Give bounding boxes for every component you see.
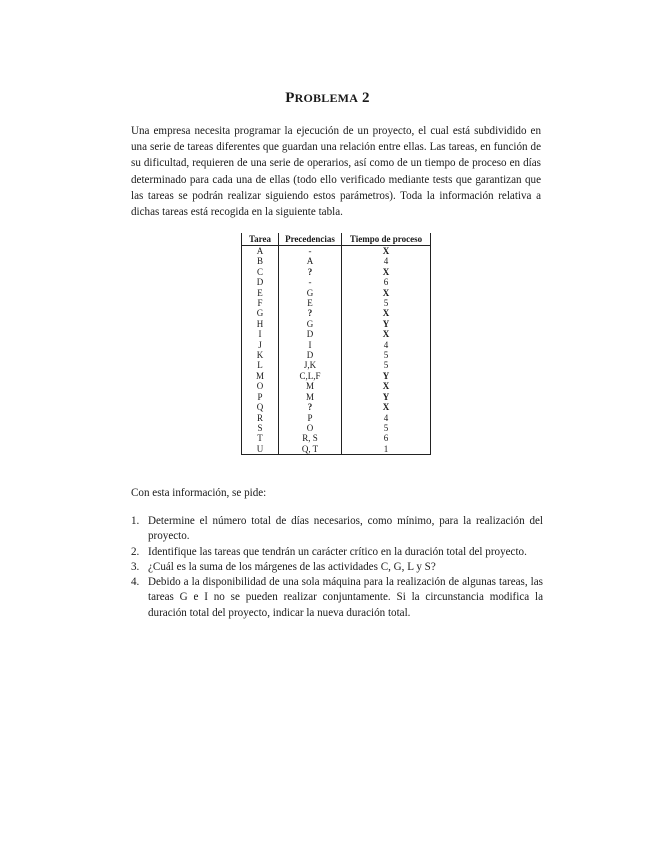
tarea-cell: P	[242, 392, 279, 402]
question-item	[131, 560, 543, 575]
title-number: 2	[362, 90, 370, 106]
table-row	[242, 329, 431, 339]
table-header-row	[242, 233, 431, 246]
tarea-cell: L	[242, 360, 279, 370]
tiempo-cell: 4	[342, 340, 431, 350]
precedencias-cell: D	[279, 350, 342, 360]
tiempo-cell: Y	[342, 319, 431, 329]
precedencias-cell: G	[279, 319, 342, 329]
precedencias-cell: -	[279, 246, 342, 257]
lead-text: Con esta información, se pide:	[131, 487, 267, 499]
precedencias-cell: -	[279, 277, 342, 287]
tarea-cell: G	[242, 308, 279, 318]
tarea-cell: Q	[242, 402, 279, 412]
table-row	[242, 350, 431, 360]
precedencias-cell: D	[279, 329, 342, 339]
tiempo-cell: 5	[342, 298, 431, 308]
precedencias-cell: P	[279, 413, 342, 423]
tiempo-cell: X	[342, 329, 431, 339]
tiempo-cell: 5	[342, 360, 431, 370]
tiempo-cell: 4	[342, 256, 431, 266]
tarea-cell: A	[242, 246, 279, 257]
question-number: 1.	[131, 515, 140, 527]
table-row	[242, 413, 431, 423]
precedencias-cell: M	[279, 392, 342, 402]
precedencias-cell: G	[279, 288, 342, 298]
tiempo-cell: Y	[342, 371, 431, 381]
question-item	[131, 545, 543, 560]
tiempo-cell: 6	[342, 433, 431, 443]
tarea-cell: E	[242, 288, 279, 298]
tiempo-cell: 5	[342, 350, 431, 360]
question-text: Determine el número total de días necesarios, como mínimo, para la realización del proyecto.	[148, 515, 543, 543]
tarea-cell: F	[242, 298, 279, 308]
table-row	[242, 402, 431, 412]
precedencias-cell: ?	[279, 402, 342, 412]
tasks-table	[241, 233, 431, 455]
question-text: Debido a la disponibilidad de una sola máquina para la realización de algunas tareas, las tareas G e I no se pueden realizar conjuntamente. Si la circunstancia modifica la duración total del proyecto, indicar la nueva duración total.	[148, 576, 543, 619]
precedencias-cell: ?	[279, 267, 342, 277]
tarea-cell: J	[242, 340, 279, 350]
precedencias-cell: E	[279, 298, 342, 308]
precedencias-cell: M	[279, 381, 342, 391]
tarea-cell: T	[242, 433, 279, 443]
question-number: 4.	[131, 576, 140, 589]
tiempo-cell: X	[342, 246, 431, 257]
precedencias-cell: ?	[279, 308, 342, 318]
question-item	[131, 514, 543, 545]
precedencias-cell: I	[279, 340, 342, 350]
tiempo-cell: Y	[342, 392, 431, 402]
table-row	[242, 288, 431, 298]
table-row	[242, 256, 431, 266]
table-row	[242, 392, 431, 402]
precedencias-cell: R, S	[279, 433, 342, 443]
tarea-cell: H	[242, 319, 279, 329]
tiempo-cell: X	[342, 308, 431, 318]
precedencias-cell: A	[279, 256, 342, 266]
table-row	[242, 340, 431, 350]
questions-list	[131, 514, 543, 621]
question-number: 3.	[131, 560, 140, 573]
question-item	[131, 575, 543, 621]
title-initial: P	[285, 90, 295, 106]
precedencias-cell: C,L,F	[279, 371, 342, 381]
tarea-cell: C	[242, 267, 279, 277]
header-precedencias: Precedencias	[279, 233, 342, 246]
table-row	[242, 298, 431, 308]
tarea-cell: R	[242, 413, 279, 423]
table-row	[242, 444, 431, 455]
tarea-cell: S	[242, 423, 279, 433]
tiempo-cell: X	[342, 381, 431, 391]
table-row	[242, 381, 431, 391]
tiempo-cell: X	[342, 267, 431, 277]
table-row	[242, 360, 431, 370]
table-row	[242, 308, 431, 318]
table-row	[242, 246, 431, 257]
precedencias-cell: Q, T	[279, 444, 342, 455]
tiempo-cell: 1	[342, 444, 431, 455]
page-title	[0, 90, 655, 107]
tarea-cell: K	[242, 350, 279, 360]
tarea-cell: I	[242, 329, 279, 339]
table-row	[242, 371, 431, 381]
table-row	[242, 319, 431, 329]
tiempo-cell: X	[342, 288, 431, 298]
tarea-cell: M	[242, 371, 279, 381]
tarea-cell: B	[242, 256, 279, 266]
table-row	[242, 267, 431, 277]
table-row	[242, 423, 431, 433]
question-text: Identifique las tareas que tendrán un carácter crítico en la duración total del proyecto.	[148, 545, 527, 558]
table-body	[242, 246, 431, 455]
tarea-cell: U	[242, 444, 279, 455]
intro-paragraph: Una empresa necesita programar la ejecución de un proyecto, el cual está subdividido en una serie de tareas diferentes que guardan una relación entre ellas. Las tareas, en función de su dificultad, requieren de una serie de operarios, así como de un tiempo de proceso en días determinado para cada una de ellas (todo ello verificado mediante tests que garantizan que las tareas se podrán realizar siguiendo estos parámetros). Toda la información relativa a dichas tareas está recogida en la siguiente tabla.	[131, 125, 541, 219]
tiempo-cell: 6	[342, 277, 431, 287]
tiempo-cell: X	[342, 402, 431, 412]
header-tiempo: Tiempo de proceso	[342, 233, 431, 246]
tiempo-cell: 4	[342, 413, 431, 423]
question-text: ¿Cuál es la suma de los márgenes de las actividades C, G, L y S?	[148, 560, 436, 573]
precedencias-cell: O	[279, 423, 342, 433]
table-row	[242, 433, 431, 443]
tarea-cell: O	[242, 381, 279, 391]
table-row	[242, 277, 431, 287]
tiempo-cell: 5	[342, 423, 431, 433]
header-tarea: Tarea	[242, 233, 279, 246]
tarea-cell: D	[242, 277, 279, 287]
question-number: 2.	[131, 545, 140, 558]
precedencias-cell: J,K	[279, 360, 342, 370]
title-rest: ROBLEMA	[294, 91, 359, 105]
